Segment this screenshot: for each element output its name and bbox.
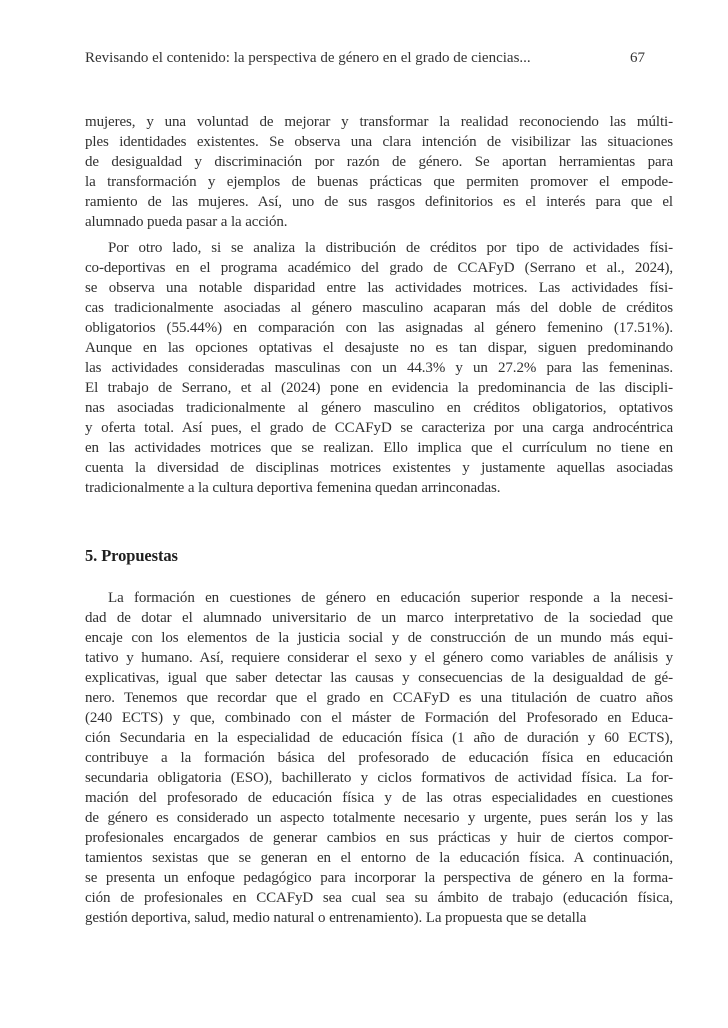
text-line: profesionales encargados de generar cambios en sus prácticas y huir de ciertos compor- — [85, 830, 673, 846]
text-line: en las actividades motrices que se realizan. Ello implica que el currículum no tiene en — [85, 440, 673, 456]
running-header-title: Revisando el contenido: la perspectiva de género en el grado de ciencias... — [85, 50, 531, 66]
text-line: nas asociadas tradicionalmente al género masculino en créditos obligatorios, optativos — [85, 400, 673, 416]
text-line: secundaria obligatoria (ESO), bachillerato y ciclos formativos de actividad física. La for- — [85, 770, 673, 786]
text-block — [85, 48, 673, 928]
text-line: tradicionalmente a la cultura deportiva femenina quedan arrinconadas. — [85, 480, 501, 496]
text-line: tativo y humano. Así, requiere considerar el sexo y el género como variables de análisis y — [85, 650, 673, 666]
text-line: nero. Tenemos que recordar que el grado en CCAFyD es una titulación de cuatro años — [85, 690, 673, 706]
text-line: (240 ECTS) y que, combinado con el máster de Formación del Profesorado en Educa- — [85, 710, 673, 726]
text-line: El trabajo de Serrano, et al (2024) pone en evidencia la predominancia de las discipli- — [85, 380, 673, 396]
paragraph — [85, 112, 673, 232]
text-line: tamientos sexistas que se generan en el entorno de la educación física. A continuación, — [85, 850, 673, 866]
section-heading: 5. Propuestas — [85, 546, 178, 565]
text-line: Por otro lado, si se analiza la distribución de créditos por tipo de actividades físi- — [108, 240, 673, 256]
text-line: ción de profesionales en CCAFyD sea cual sea su ámbito de trabajo (educación física, — [85, 890, 673, 906]
text-line: ramiento de las mujeres. Así, uno de sus rasgos definitorios es el interés para que el — [85, 194, 673, 210]
text-line: la transformación y ejemplos de buenas prácticas que permiten promover el empode- — [85, 174, 673, 190]
text-line: cas tradicionalmente asociadas al género masculino acaparan más del doble de créditos — [85, 300, 673, 316]
running-header — [85, 48, 673, 68]
paragraphs-bottom — [85, 588, 673, 928]
text-line: Aunque en las opciones optativas el desajuste no es tan dispar, siguen predominando — [85, 340, 673, 356]
text-line: obligatorios (55.44%) en comparación con las asignadas al género femenino (17.51%). — [85, 320, 673, 336]
text-line: de género es considerado un aspecto totalmente necesario y urgente, pues serán los y las — [85, 810, 673, 826]
text-line: explicativas, igual que saber detectar las causas y consecuencias de la desigualdad de gé- — [85, 670, 673, 686]
text-line: las actividades consideradas masculinas con un 44.3% y un 27.2% para las femeninas. — [85, 360, 673, 376]
text-line: de desigualdad y discriminación por razón de género. Se aportan herramientas para — [85, 154, 673, 170]
text-line: La formación en cuestiones de género en educación superior responde a la necesi- — [108, 590, 673, 606]
text-line: cuenta la diversidad de disciplinas motrices existentes y justamente aquellas asociadas — [85, 460, 673, 476]
text-line: dad de dotar el alumnado universitario de un marco interpretativo de la sociedad que — [85, 610, 673, 626]
paragraph — [85, 588, 673, 928]
text-line: ples identidades existentes. Se observa una clara intención de visibilizar las situaciones — [85, 134, 673, 150]
text-line: co-deportivas en el programa académico del grado de CCAFyD (Serrano et al., 2024), — [85, 260, 673, 276]
text-line: encaje con los elementos de la justicia social y de construcción de un mundo más equi- — [85, 630, 673, 646]
paragraph — [85, 238, 673, 498]
text-line: mujeres, y una voluntad de mejorar y transformar la realidad reconociendo las múlti- — [85, 114, 673, 130]
text-line: ción Secundaria en la especialidad de educación física (1 año de duración y 60 ECTS), — [85, 730, 673, 746]
text-line: se presenta un enfoque pedagógico para incorporar la perspectiva de género en la forma- — [85, 870, 673, 886]
text-line: alumnado pueda pasar a la acción. — [85, 214, 288, 230]
text-line: gestión deportiva, salud, medio natural o entrenamiento). La propuesta que se detalla — [85, 910, 587, 926]
text-line: y oferta total. Así pues, el grado de CCAFyD se caracteriza por una carga androcéntrica — [85, 420, 673, 436]
text-line: se observa una notable disparidad entre las actividades motrices. Las actividades físi- — [85, 280, 673, 296]
body-text — [85, 112, 673, 928]
text-line: contribuye a la formación básica del profesorado de educación física en educación — [85, 750, 673, 766]
page-number: 67 — [630, 50, 645, 66]
text-line: mación del profesorado de educación física y de las otras especialidades en cuestiones — [85, 790, 673, 806]
paragraphs-top — [85, 112, 673, 498]
